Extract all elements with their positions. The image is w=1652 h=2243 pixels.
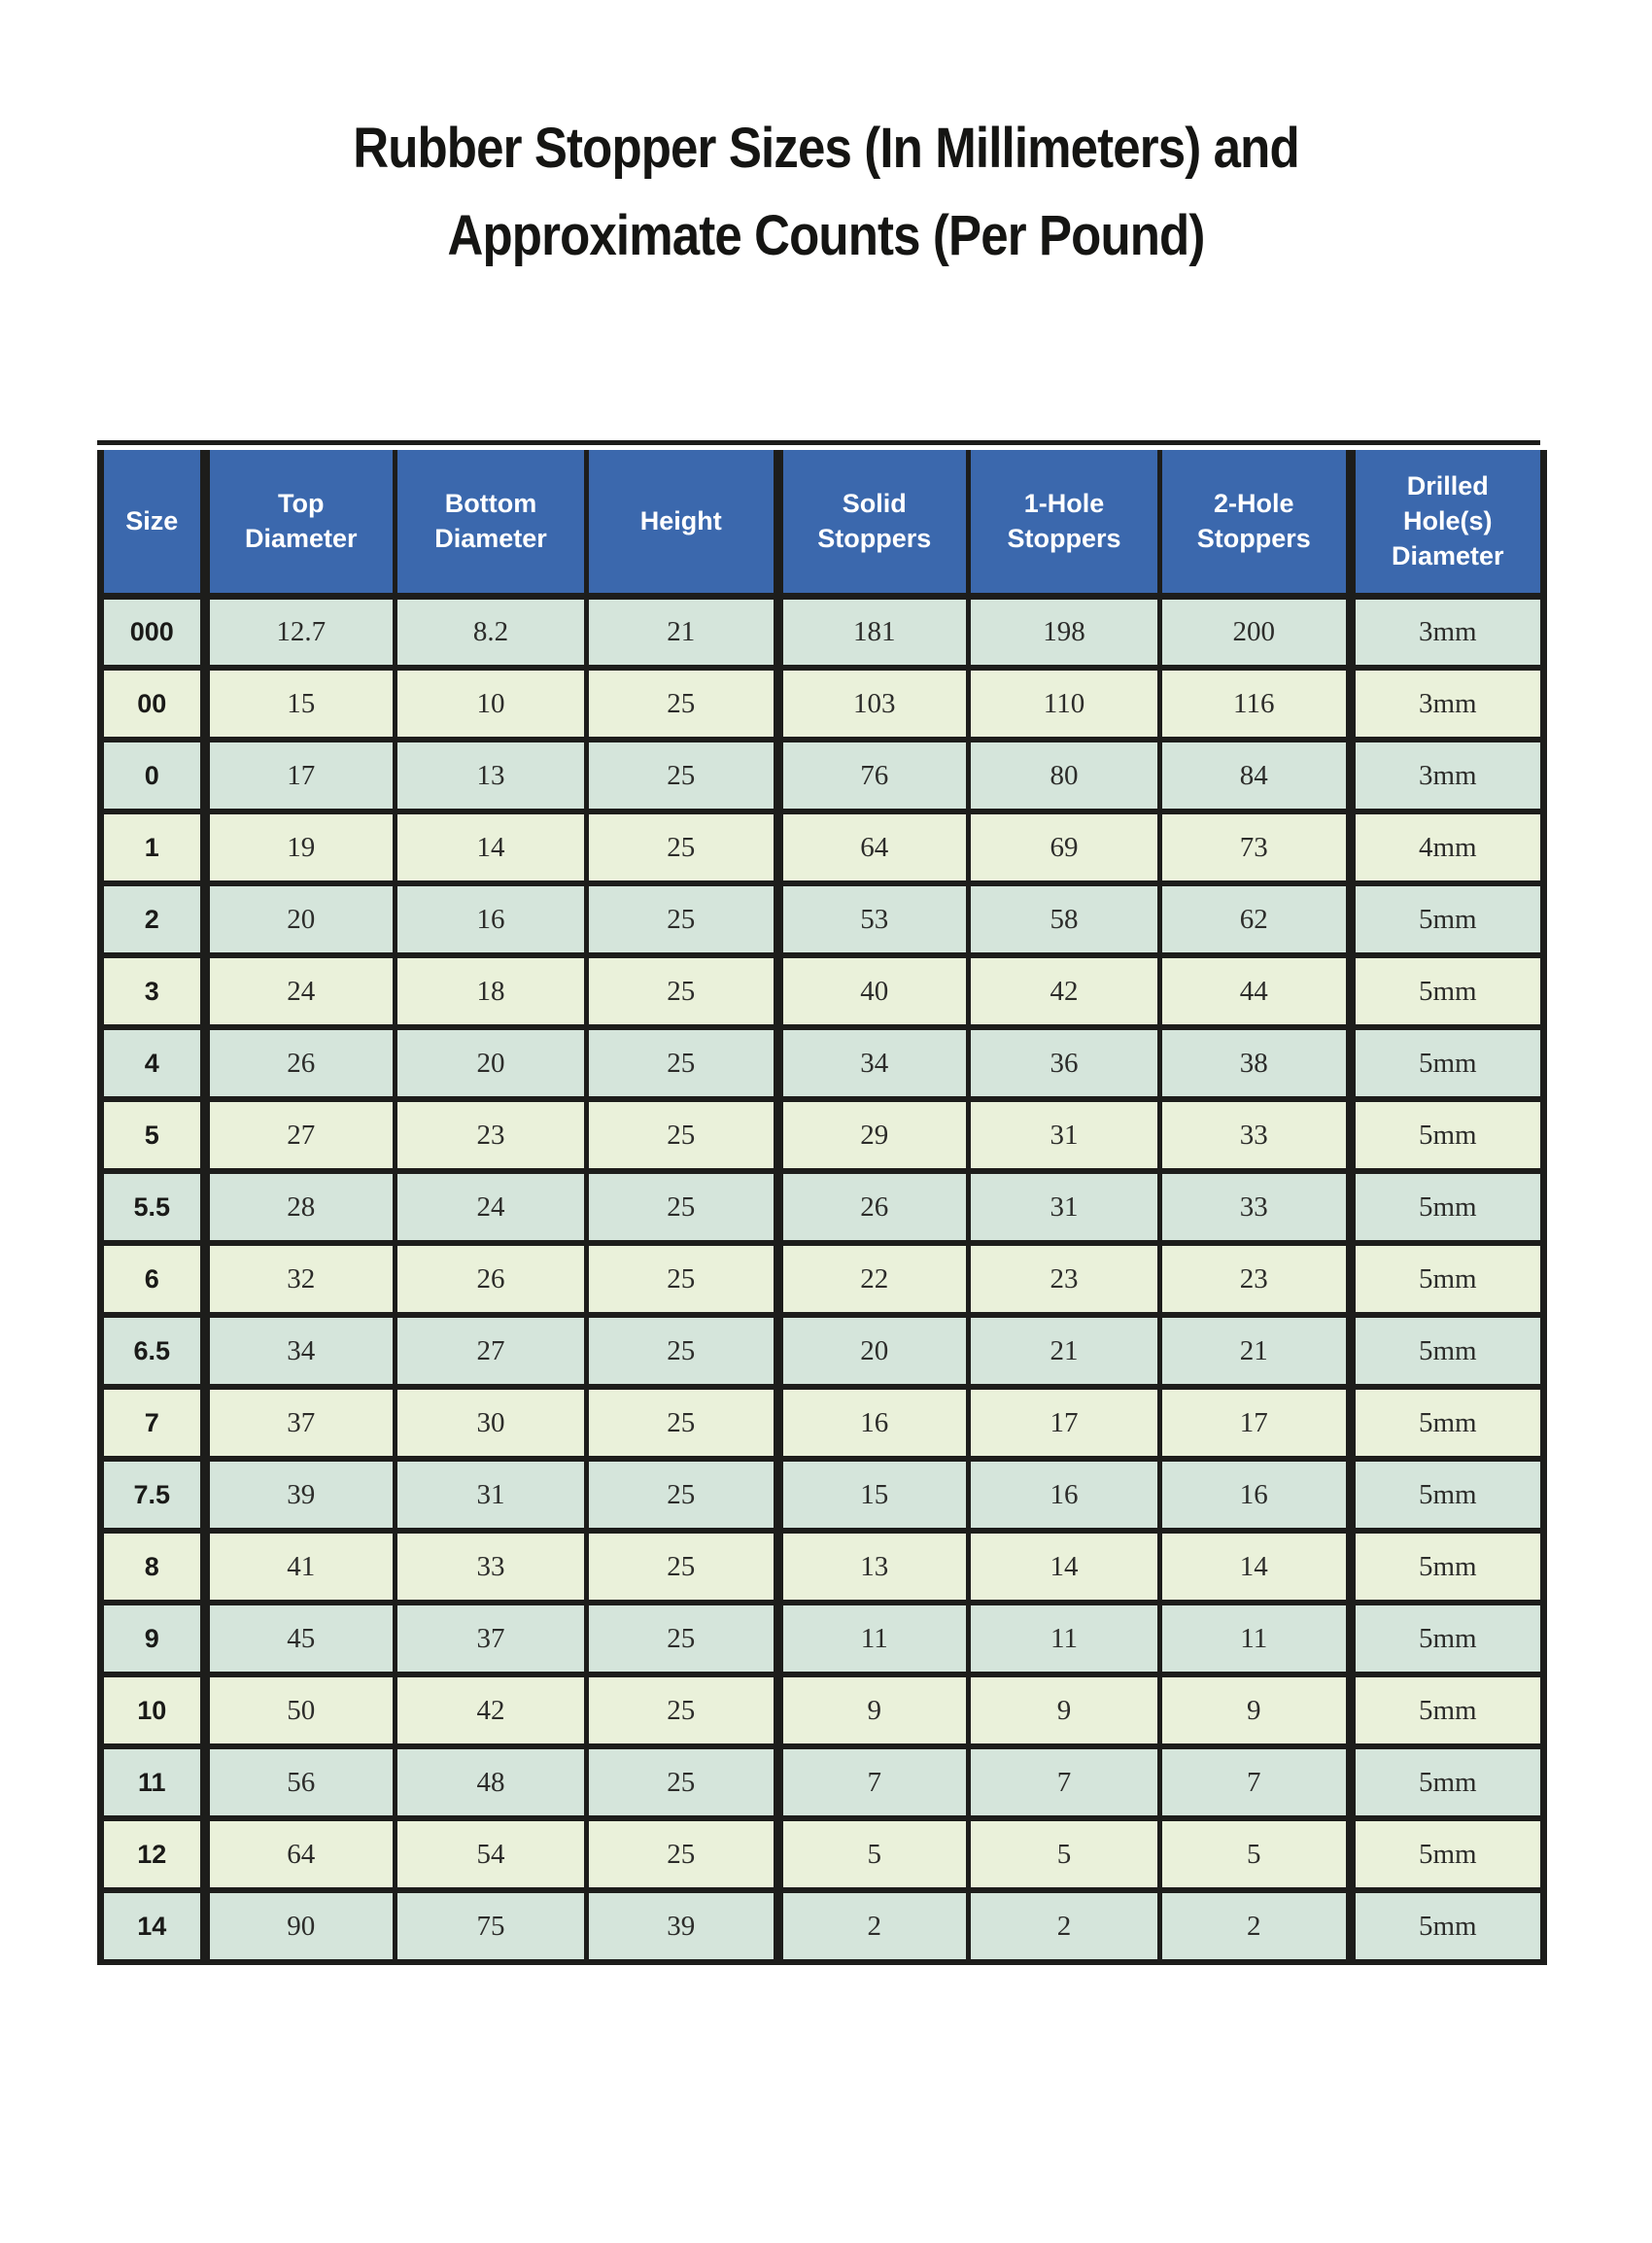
table-cell: 5mm	[1351, 1315, 1544, 1387]
table-cell: 32	[205, 1243, 396, 1315]
table-cell: 50	[205, 1674, 396, 1746]
row-size-label: 00	[101, 668, 205, 740]
row-size-label: 4	[101, 1027, 205, 1099]
row-size-label: 14	[101, 1890, 205, 1962]
table-row	[101, 596, 1544, 668]
table-cell: 25	[587, 1531, 778, 1603]
table-cell: 40	[778, 955, 969, 1027]
table-cell: 27	[205, 1099, 396, 1171]
table-row	[101, 811, 1544, 883]
table-cell: 200	[1160, 596, 1351, 668]
stopper-size-table	[97, 450, 1547, 1965]
table-cell: 30	[396, 1387, 587, 1459]
table-cell: 5mm	[1351, 1387, 1544, 1459]
table-cell: 25	[587, 1315, 778, 1387]
table-cell: 76	[778, 740, 969, 811]
table-cell: 58	[969, 883, 1160, 955]
table-cell: 25	[587, 1459, 778, 1531]
table-cell: 4mm	[1351, 811, 1544, 883]
table-cell: 5mm	[1351, 1890, 1544, 1962]
table-row	[101, 1315, 1544, 1387]
row-size-label: 5.5	[101, 1171, 205, 1243]
table-cell: 181	[778, 596, 969, 668]
table-row	[101, 1243, 1544, 1315]
table-cell: 5mm	[1351, 1243, 1544, 1315]
table-cell: 11	[969, 1603, 1160, 1674]
table-cell: 42	[396, 1674, 587, 1746]
table-cell: 10	[396, 668, 587, 740]
table-row	[101, 1603, 1544, 1674]
table-cell: 26	[396, 1243, 587, 1315]
table-row	[101, 883, 1544, 955]
table-row	[101, 1818, 1544, 1890]
table-cell: 45	[205, 1603, 396, 1674]
table-cell: 53	[778, 883, 969, 955]
table-cell: 25	[587, 668, 778, 740]
table-cell: 33	[1160, 1171, 1351, 1243]
row-size-label: 2	[101, 883, 205, 955]
table-cell: 25	[587, 740, 778, 811]
column-header-5: 1-Hole Stoppers	[969, 450, 1160, 596]
table-cell: 5mm	[1351, 1746, 1544, 1818]
table-cell: 29	[778, 1099, 969, 1171]
table-cell: 31	[969, 1171, 1160, 1243]
table-cell: 23	[1160, 1243, 1351, 1315]
table-cell: 84	[1160, 740, 1351, 811]
table-cell: 27	[396, 1315, 587, 1387]
table-cell: 3mm	[1351, 740, 1544, 811]
table-cell: 16	[396, 883, 587, 955]
table-cell: 26	[778, 1171, 969, 1243]
table-cell: 5mm	[1351, 1171, 1544, 1243]
table-cell: 56	[205, 1746, 396, 1818]
stopper-size-table-section	[97, 440, 1540, 1965]
column-header-7: Drilled Hole(s) Diameter	[1351, 450, 1544, 596]
table-cell: 16	[1160, 1459, 1351, 1531]
table-cell: 21	[587, 596, 778, 668]
table-cell: 62	[1160, 883, 1351, 955]
table-cell: 5	[1160, 1818, 1351, 1890]
column-header-6: 2-Hole Stoppers	[1160, 450, 1351, 596]
table-cell: 15	[778, 1459, 969, 1531]
page-title-line-2: Approximate Counts (Per Pound)	[447, 203, 1205, 267]
table-cell: 21	[1160, 1315, 1351, 1387]
table-cell: 14	[396, 811, 587, 883]
row-size-label: 6	[101, 1243, 205, 1315]
row-size-label: 6.5	[101, 1315, 205, 1387]
table-cell: 5mm	[1351, 1099, 1544, 1171]
table-cell: 25	[587, 1027, 778, 1099]
table-row	[101, 1171, 1544, 1243]
table-cell: 26	[205, 1027, 396, 1099]
table-cell: 34	[778, 1027, 969, 1099]
table-cell: 28	[205, 1171, 396, 1243]
row-size-label: 12	[101, 1818, 205, 1890]
table-cell: 5mm	[1351, 1459, 1544, 1531]
table-cell: 5mm	[1351, 883, 1544, 955]
table-cell: 11	[778, 1603, 969, 1674]
row-size-label: 7	[101, 1387, 205, 1459]
table-cell: 7	[969, 1746, 1160, 1818]
row-size-label: 1	[101, 811, 205, 883]
table-cell: 64	[205, 1818, 396, 1890]
column-header-2: Bottom Diameter	[396, 450, 587, 596]
table-cell: 8.2	[396, 596, 587, 668]
table-cell: 5	[969, 1818, 1160, 1890]
table-cell: 198	[969, 596, 1160, 668]
table-cell: 5mm	[1351, 955, 1544, 1027]
table-cell: 41	[205, 1531, 396, 1603]
table-row	[101, 1890, 1544, 1962]
table-cell: 24	[205, 955, 396, 1027]
table-row	[101, 1459, 1544, 1531]
table-cell: 5mm	[1351, 1531, 1544, 1603]
table-cell: 5mm	[1351, 1818, 1544, 1890]
table-cell: 37	[205, 1387, 396, 1459]
table-cell: 90	[205, 1890, 396, 1962]
table-cell: 33	[1160, 1099, 1351, 1171]
table-cell: 19	[205, 811, 396, 883]
table-row	[101, 1099, 1544, 1171]
page-title	[99, 105, 1553, 280]
table-cell: 7	[778, 1746, 969, 1818]
table-cell: 39	[205, 1459, 396, 1531]
table-row	[101, 955, 1544, 1027]
table-cell: 38	[1160, 1027, 1351, 1099]
table-row	[101, 740, 1544, 811]
table-cell: 116	[1160, 668, 1351, 740]
table-cell: 25	[587, 1818, 778, 1890]
table-cell: 22	[778, 1243, 969, 1315]
table-cell: 25	[587, 1387, 778, 1459]
table-cell: 69	[969, 811, 1160, 883]
table-cell: 48	[396, 1746, 587, 1818]
table-cell: 2	[969, 1890, 1160, 1962]
table-cell: 73	[1160, 811, 1351, 883]
table-cell: 20	[778, 1315, 969, 1387]
table-cell: 25	[587, 811, 778, 883]
table-cell: 16	[778, 1387, 969, 1459]
table-cell: 11	[1160, 1603, 1351, 1674]
table-cell: 24	[396, 1171, 587, 1243]
table-cell: 20	[396, 1027, 587, 1099]
column-header-3: Height	[587, 450, 778, 596]
row-size-label: 5	[101, 1099, 205, 1171]
table-cell: 17	[1160, 1387, 1351, 1459]
table-cell: 9	[1160, 1674, 1351, 1746]
column-header-4: Solid Stoppers	[778, 450, 969, 596]
table-cell: 25	[587, 1171, 778, 1243]
table-cell: 13	[396, 740, 587, 811]
table-cell: 14	[1160, 1531, 1351, 1603]
table-cell: 5mm	[1351, 1027, 1544, 1099]
row-size-label: 3	[101, 955, 205, 1027]
table-cell: 13	[778, 1531, 969, 1603]
table-cell: 2	[778, 1890, 969, 1962]
table-cell: 21	[969, 1315, 1160, 1387]
table-cell: 34	[205, 1315, 396, 1387]
column-header-1: Top Diameter	[205, 450, 396, 596]
table-cell: 9	[969, 1674, 1160, 1746]
table-cell: 20	[205, 883, 396, 955]
table-cell: 3mm	[1351, 668, 1544, 740]
table-cell: 54	[396, 1818, 587, 1890]
table-cell: 44	[1160, 955, 1351, 1027]
row-size-label: 0	[101, 740, 205, 811]
table-cell: 25	[587, 1603, 778, 1674]
table-cell: 75	[396, 1890, 587, 1962]
table-cell: 110	[969, 668, 1160, 740]
table-cell: 9	[778, 1674, 969, 1746]
table-cell: 5mm	[1351, 1603, 1544, 1674]
table-cell: 36	[969, 1027, 1160, 1099]
table-cell: 7	[1160, 1746, 1351, 1818]
table-cell: 25	[587, 1746, 778, 1818]
row-size-label: 7.5	[101, 1459, 205, 1531]
row-size-label: 9	[101, 1603, 205, 1674]
table-cell: 25	[587, 955, 778, 1027]
table-row	[101, 1746, 1544, 1818]
row-size-label: 10	[101, 1674, 205, 1746]
column-header-0: Size	[101, 450, 205, 596]
row-size-label: 11	[101, 1746, 205, 1818]
table-cell: 5mm	[1351, 1674, 1544, 1746]
table-row	[101, 1674, 1544, 1746]
table-cell: 80	[969, 740, 1160, 811]
table-row	[101, 1027, 1544, 1099]
table-row	[101, 668, 1544, 740]
table-cell: 31	[969, 1099, 1160, 1171]
table-cell: 14	[969, 1531, 1160, 1603]
table-cell: 39	[587, 1890, 778, 1962]
table-cell: 33	[396, 1531, 587, 1603]
table-cell: 64	[778, 811, 969, 883]
table-cell: 25	[587, 1099, 778, 1171]
table-cell: 2	[1160, 1890, 1351, 1962]
table-cell: 23	[969, 1243, 1160, 1315]
table-cell: 16	[969, 1459, 1160, 1531]
table-cell: 17	[205, 740, 396, 811]
table-cell: 18	[396, 955, 587, 1027]
table-top-rule	[97, 440, 1540, 445]
page-title-line-1: Rubber Stopper Sizes (In Millimeters) and	[353, 117, 1299, 180]
table-cell: 25	[587, 883, 778, 955]
table-cell: 37	[396, 1603, 587, 1674]
table-cell: 103	[778, 668, 969, 740]
row-size-label: 8	[101, 1531, 205, 1603]
row-size-label: 000	[101, 596, 205, 668]
table-row	[101, 1531, 1544, 1603]
table-cell: 17	[969, 1387, 1160, 1459]
table-cell: 31	[396, 1459, 587, 1531]
table-cell: 15	[205, 668, 396, 740]
table-cell: 5	[778, 1818, 969, 1890]
table-cell: 25	[587, 1674, 778, 1746]
table-cell: 23	[396, 1099, 587, 1171]
table-cell: 3mm	[1351, 596, 1544, 668]
table-body	[101, 596, 1544, 1962]
table-cell: 42	[969, 955, 1160, 1027]
table-row	[101, 1387, 1544, 1459]
table-cell: 25	[587, 1243, 778, 1315]
table-cell: 12.7	[205, 596, 396, 668]
table-header-row	[101, 450, 1544, 596]
